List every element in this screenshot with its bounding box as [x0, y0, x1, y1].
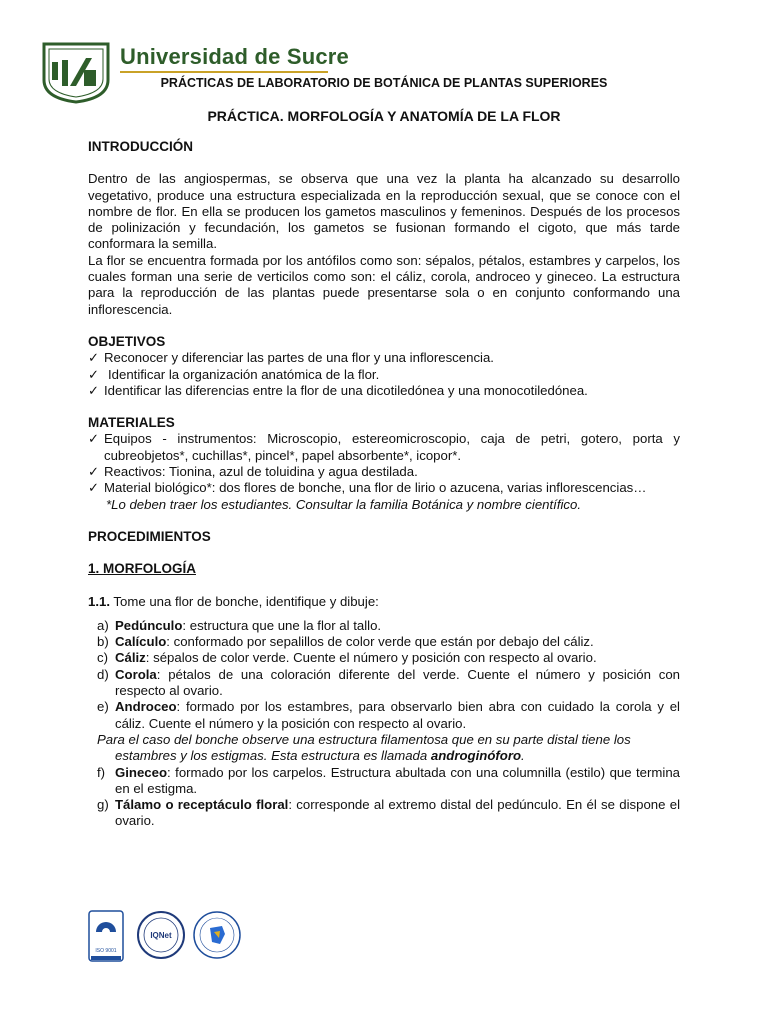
list-item: e) Androceo: formado por los estambres, para observarlo bien abra con cuidado la corola y el cáliz. Cuente el número y la posición con respecto al ovario. — [97, 699, 680, 731]
list-item: ✓ Equipos - instrumentos: Microscopio, estereomicroscopio, caja de petri, gotero, porta y cubreobjetos*, cuchillas*, pincel*, papel absorbente*, icopor*. — [88, 431, 680, 463]
objectives-list — [88, 350, 680, 399]
objectives-heading: OBJETIVOS — [88, 333, 166, 349]
procedures-heading: PROCEDIMIENTOS — [88, 528, 211, 544]
university-logo — [40, 40, 112, 104]
list-item: f) Gineceo: formado por los carpelos. Estructura abultada con una columnilla (estilo) que termina en el estigma. — [97, 764, 680, 796]
parts-list-continued — [88, 765, 680, 830]
materials-note: *Lo deben traer los estudiantes. Consultar la familia Botánica y nombre científico. — [106, 496, 582, 512]
materials-heading: MATERIALES — [88, 415, 175, 431]
list-item: g) Tálamo o receptáculo floral: corresponde al extremo distal del pedúnculo. En él se dispone el ovario. — [97, 797, 681, 829]
svg-text:ISO 9001: ISO 9001 — [95, 948, 117, 954]
materials-list — [88, 431, 680, 496]
check-icon: ✓ — [88, 382, 100, 398]
svg-text:IQNet: IQNet — [150, 931, 172, 940]
university-name: Universidad de Sucre — [120, 44, 349, 69]
list-item: a) Pedúnculo: estructura que une la flor al tallo. — [97, 617, 382, 633]
step-text: Tome una flor de bonche, identifique y dibuje: — [110, 593, 379, 609]
iqnet-certification-icon — [136, 910, 186, 960]
practice-title: PRÁCTICA. MORFOLOGÍA Y ANATOMÍA DE LA FLOR — [207, 108, 561, 124]
list-item: ✓ Reactivos: Tionina, azul de toluidina y agua destilada. — [88, 464, 418, 480]
androginoforo-note: Para el caso del bonche observe una estructura filamentosa que en su parte distal tiene los estambres y los estigmas. Esta estructura es llamada androginóforo. — [97, 731, 631, 764]
list-item: ✓ Reconocer y diferenciar las partes de una flor y una inflorescencia. — [88, 350, 494, 366]
step-number: 1.1. — [88, 593, 110, 609]
check-icon: ✓ — [88, 480, 100, 496]
check-icon: ✓ — [88, 350, 100, 366]
header-rule — [120, 71, 328, 73]
step-instruction — [88, 594, 680, 610]
list-item: ✓ Material biológico*: dos flores de bonche, una flor de lirio o azucena, varias inflorescencias… — [88, 480, 647, 496]
list-item: ✓ Identificar la organización anatómica de la flor. — [88, 366, 380, 382]
iso-certification-icon — [88, 910, 124, 966]
intro-paragraph-1: Dentro de las angiospermas, se observa que una vez la planta ha alcanzado su desarrollo vegetativo, produce una estructura especializada en la reproducción sexual, que se conoce con el nombre de flor. En ella se producen los gametos masculinos y femeninos. Después de los procesos de polinización y fecundación, los gametos se fusionan formando el cigoto, que más tarde conformara la semilla. — [88, 171, 680, 252]
list-item: d) Corola: pétalos de una coloración diferente del verde. Cuente el número y posición con respecto al ovario. — [97, 666, 680, 699]
document-body — [88, 139, 680, 830]
check-icon: ✓ — [88, 366, 100, 382]
check-icon: ✓ — [88, 464, 100, 480]
intro-paragraph-2: La flor se encuentra formada por los antófilos como son: sépalos, pétalos, estambres y carpelos, los cuales forman una serie de verticilos como son: el cáliz, corola, androceo y gineceo. La estructura para la reproducción de las plantas puede presentarse sola o en conjunto conformando una inflorescencia. — [88, 252, 680, 317]
intro-heading: INTRODUCCIÓN — [88, 139, 193, 154]
check-icon: ✓ — [88, 431, 100, 447]
colombia-accreditation-icon — [192, 910, 242, 960]
list-item: ✓ Identificar las diferencias entre la flor de una dicotiledónea y una monocotiledónea. — [88, 382, 588, 398]
course-subtitle: PRÁCTICAS DE LABORATORIO DE BOTÁNICA DE PLANTAS SUPERIORES — [160, 76, 608, 90]
list-item: c) Cáliz: sépalos de color verde. Cuente el número y posición con respecto al ovario. — [97, 650, 597, 666]
morphology-heading: 1. MORFOLOGÍA — [88, 561, 196, 577]
list-item: b) Calículo: conformado por sepalillos de color verde que están por debajo del cáliz. — [97, 634, 594, 650]
parts-list — [88, 618, 680, 732]
certification-logos — [88, 910, 268, 972]
